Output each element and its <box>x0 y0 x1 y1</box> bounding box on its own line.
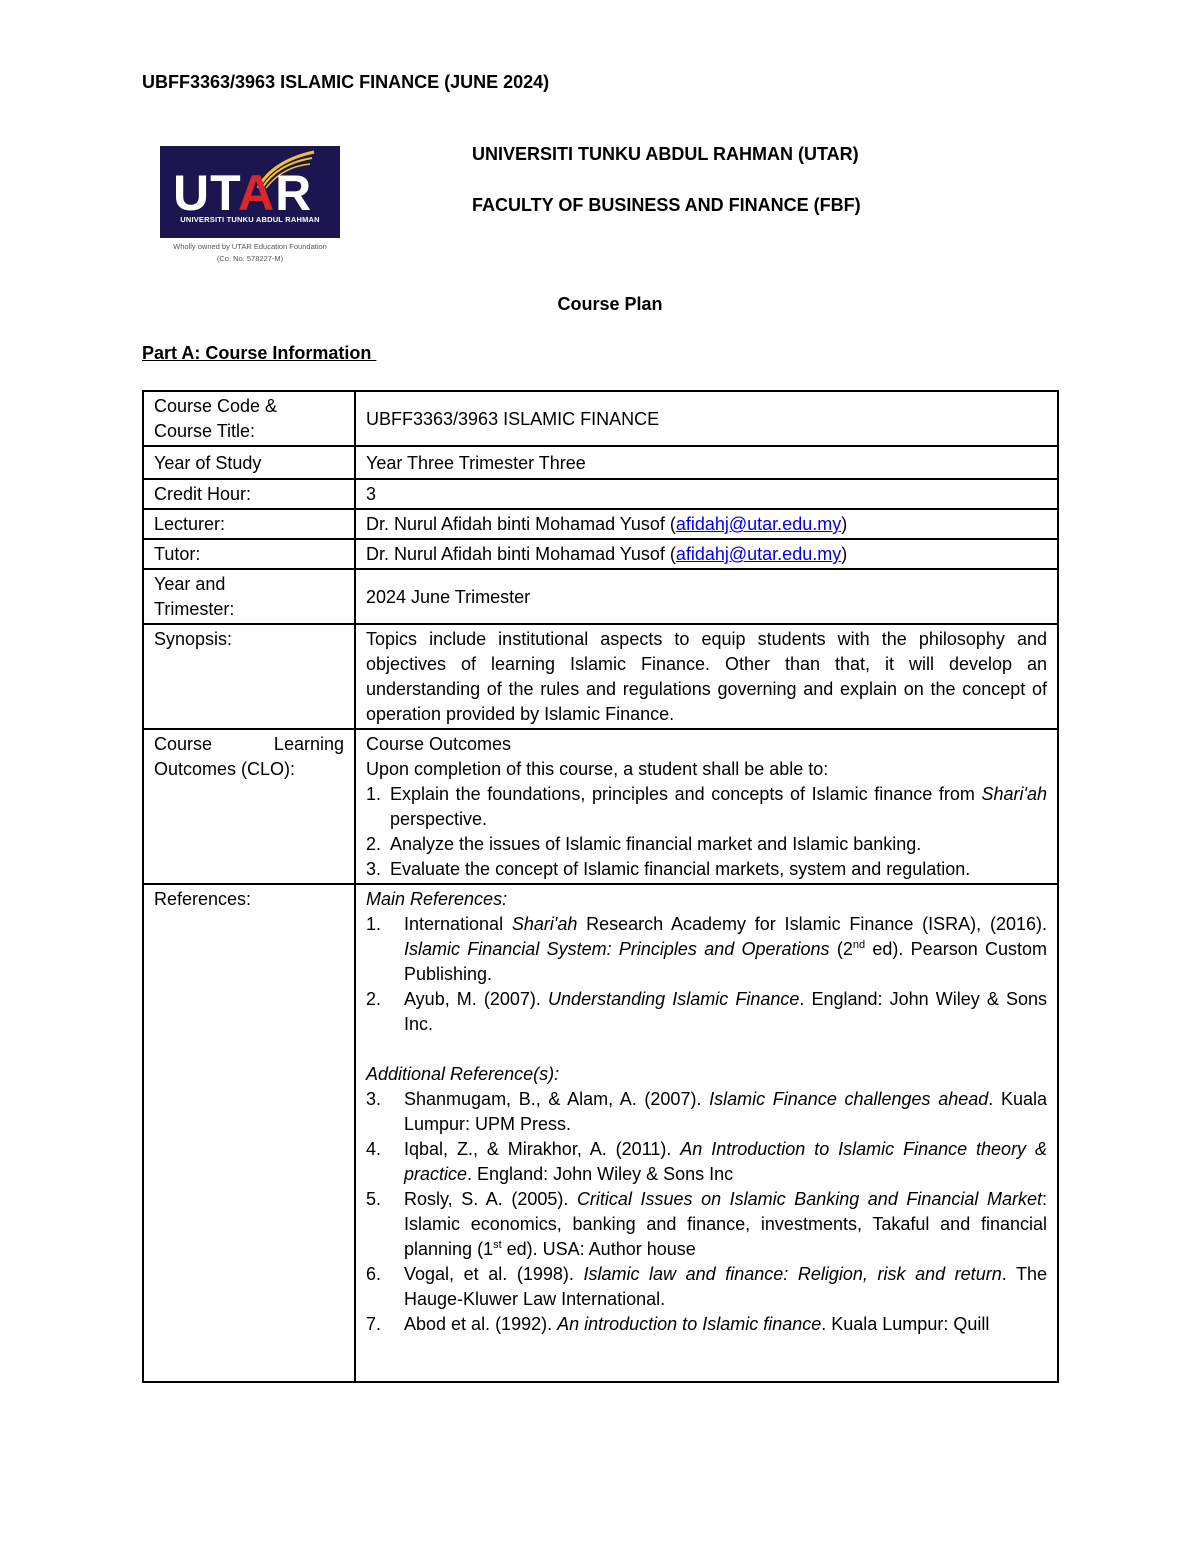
document-title: Course Plan <box>557 294 663 314</box>
list-item: 7. Abod et al. (1992). An introduction to Islamic finance. Kuala Lumpur: Quill <box>366 1314 990 1334</box>
list-item: 4. Iqbal, Z., & Mirakhor, A. (2011). An Introduction to Islamic Finance theory & practice. England: John Wiley & Sons Inc <box>366 1139 1047 1184</box>
row-label: Course Learning Outcomes (CLO): <box>143 729 355 884</box>
utar-logo <box>160 146 340 238</box>
logo-wordmark: UTAR <box>173 165 313 221</box>
row-label: Synopsis: <box>143 624 355 729</box>
section-heading-part-a: Part A: Course Information <box>142 343 377 363</box>
clo-intro: Upon completion of this course, a student shall be able to: <box>366 759 829 779</box>
clo-list <box>366 782 1047 882</box>
university-name: UNIVERSITI TUNKU ABDUL RAHMAN (UTAR) <box>472 144 859 164</box>
references-value <box>355 884 1058 1382</box>
logo-caption: Wholly owned by UTAR Education Foundation <box>173 242 327 251</box>
main-references-list <box>366 912 1047 1037</box>
list-item: 3. Evaluate the concept of Islamic financial markets, system and regulation. <box>366 859 971 879</box>
list-item: 6. Vogal, et al. (1998). Islamic law and finance: Religion, risk and return. The Hauge-Kluwer Law International. <box>366 1264 1047 1309</box>
lecturer-value: Dr. Nurul Afidah binti Mohamad Yusof (afidahj@utar.edu.my) <box>355 509 1058 539</box>
logo-subtext: UNIVERSITI TUNKU ABDUL RAHMAN <box>180 215 320 224</box>
table-row <box>143 509 1058 539</box>
additional-references-list <box>366 1087 1047 1337</box>
table-row <box>143 624 1058 729</box>
row-label: Tutor: <box>143 539 355 569</box>
logo-company-no: (Co. No. 578227-M) <box>216 254 284 263</box>
table-row <box>143 729 1058 884</box>
row-label: Lecturer: <box>143 509 355 539</box>
synopsis-value: Topics include institutional aspects to equip students with the philosophy and objectives of learning Islamic Finance. Other than that, it will develop an understanding of the rules and regulations governing and explain on the concept of operation provided by Islamic Finance. <box>355 624 1058 729</box>
list-item: 2. Ayub, M. (2007). Understanding Islamic Finance. England: John Wiley & Sons Inc. <box>366 989 1048 1034</box>
main-references-heading: Main References: <box>366 889 508 909</box>
course-info-table <box>142 390 1059 1383</box>
list-item: 3. Shanmugam, B., & Alam, A. (2007). Islamic Finance challenges ahead. Kuala Lumpur: UPM Press. <box>366 1089 1047 1134</box>
list-item: 1. Explain the foundations, principles and concepts of Islamic finance from Shari'ah perspective. <box>366 784 1047 829</box>
table-row <box>143 446 1058 479</box>
faculty-name: FACULTY OF BUSINESS AND FINANCE (FBF) <box>472 195 861 215</box>
credit-hour-value: 3 <box>355 479 1058 509</box>
clo-heading: Course Outcomes <box>366 734 512 754</box>
tutor-email-link[interactable]: afidahj@utar.edu.my <box>675 544 842 564</box>
table-row <box>143 479 1058 509</box>
table-row <box>143 391 1058 446</box>
row-label: Course Code & Course Title: <box>143 391 355 446</box>
row-label: Year of Study <box>143 446 355 479</box>
year-trimester-value: 2024 June Trimester <box>355 569 1058 624</box>
list-item: 2. Analyze the issues of Islamic financial market and Islamic banking. <box>366 834 922 854</box>
row-label: References: <box>143 884 355 1382</box>
list-item: 5. Rosly, S. A. (2005). Critical Issues on Islamic Banking and Financial Market: Islamic economics, banking and finance, investments, Takaful and financial planning (1st ed). USA: Author house <box>366 1189 1047 1259</box>
row-label: Year and Trimester: <box>143 569 355 624</box>
table-row <box>143 884 1058 1382</box>
year-of-study-value: Year Three Trimester Three <box>355 446 1058 479</box>
table-row <box>143 569 1058 624</box>
lecturer-email-link[interactable]: afidahj@utar.edu.my <box>675 514 842 534</box>
document-header: UBFF3363/3963 ISLAMIC FINANCE (JUNE 2024) <box>142 72 550 92</box>
row-label: Credit Hour: <box>143 479 355 509</box>
table-row <box>143 539 1058 569</box>
additional-references-heading: Additional Reference(s): <box>366 1064 560 1084</box>
clo-value <box>355 729 1058 884</box>
list-item: 1. International Shari'ah Research Academy for Islamic Finance (ISRA), (2016). Islamic Financial System: Principles and Operations (2nd ed). Pearson Custom Publishing. <box>366 914 1048 984</box>
tutor-value: Dr. Nurul Afidah binti Mohamad Yusof (afidahj@utar.edu.my) <box>355 539 1058 569</box>
course-title-value: UBFF3363/3963 ISLAMIC FINANCE <box>355 391 1058 446</box>
